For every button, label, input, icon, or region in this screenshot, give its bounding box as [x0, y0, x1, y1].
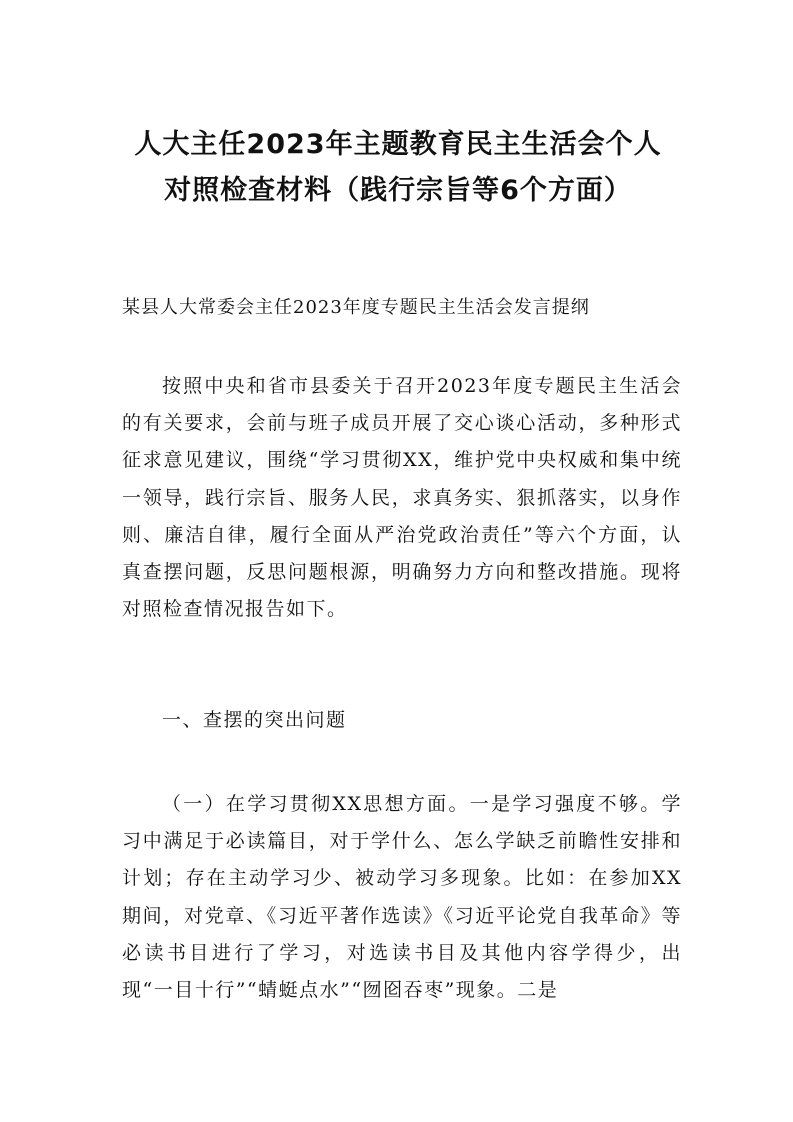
section-paragraph: （一）在学习贯彻XX思想方面。一是学习强度不够。学习中满足于必读篇目，对于学什么、怎么学缺乏前瞻性安排和计划；存在主动学习少、被动学习多现象。比如：在参加XX期间，对党章、《习近平著作选读》《习近平论党自我革命》等必读书目进行了学习，对选读书目及其他内容学得少，出现“一目十行”“蜻蜓点水”“囫囵吞枣”现象。二是 [122, 793, 682, 1002]
section-heading: 一、查摆的突出问题 [162, 709, 347, 731]
document-subtitle: 某县人大常委会主任2023年度专题民主生活会发言提纲 [122, 297, 590, 318]
intro-paragraph: 按照中央和省市县委关于召开2023年度专题民主生活会的有关要求，会前与班子成员开展了交心谈心活动，多种形式征求意见建议，围绕“学习贯彻XX，维护党中央权威和集中统一领导，践行宗旨、服务人民，求真务实、狠抓落实，以身作则、廉洁自律，履行全面从严治党政治责任”等六个方面，认真查摆问题，反思问题根源，明确努力方向和整改措施。现将对照检查情况报告如下。 [122, 375, 682, 621]
document-title-line-2: 对照检查材料（践行宗旨等6个方面） [164, 175, 632, 206]
document-title-line-1: 人大主任2023年主题教育民主生活会个人 [134, 129, 662, 160]
